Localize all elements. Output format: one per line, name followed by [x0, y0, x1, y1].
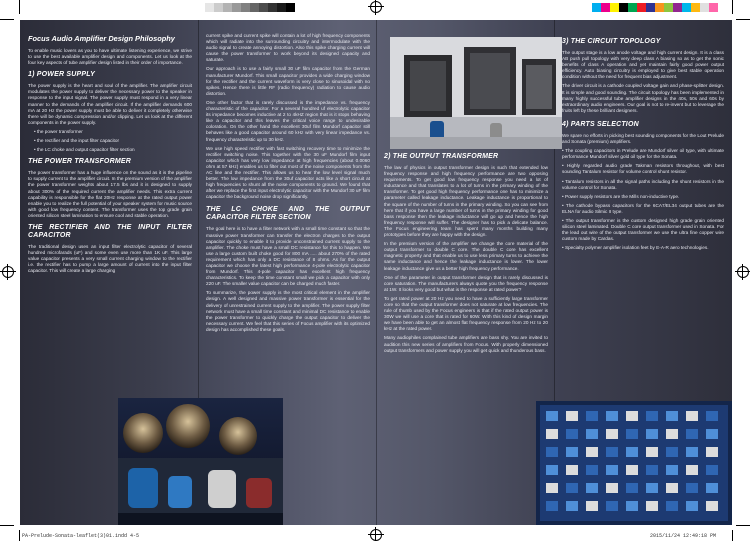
body-paragraph: The power supply is the heart and soul of the amplifier. The amplifier circuit modulates the power supply to deliver the necessary power to the speaker in response to the input signal. The power supply must respond in a very linear manner to the demands of the amplifier circuit. If the amplifier demands 600 mA at 20 Hz the power supply must be able to deliver it completely otherwise there will be dynamic compression and/or clipping. Let us look at the different components in the power supply. — [28, 83, 192, 125]
crop-mark — [19, 530, 20, 541]
color-swatch — [601, 3, 610, 12]
pcb-component — [606, 483, 618, 493]
bullet-item: • The cathode bypass capacitors for the 6CA7/EL34 output tubes are the ELNA for audio Silmic II type. — [562, 202, 724, 214]
body-paragraph: One other factor that is rarely discussed is the impedance vs. frequency characteristic of the capacitor. For a several hundred uf electrolytic capacitor its impedance becomes inductive at 2 to 4kHZ region that is it stops behaving like a capacitor and this leaves the critical voice range to undesirable coloration. On the other hand the excellent 30uf film Mundorf capacitor still behaves like a good capacitor around 60 kHz with very linear impedance vs. frequency characteristic up to 30 kHz. — [206, 99, 370, 142]
pcb-component — [686, 411, 698, 421]
body-paragraph: In the premium version of the amplifier we change the core material of the output transformer to double C core. The double C core has excellent magnetic property and that enable us to use less primary turns to achieve the same inductance and hence the leakage inductance is lower. The lower leakage inductance give us a better high frequency performance. — [384, 241, 548, 271]
body-paragraph: One of the parameter in output transformer design that is rarely discussed is core saturation. The manufacturers always quote you the frequency response at 1W. It looks very good but what is the response at rated power? — [384, 274, 548, 292]
pcb-component — [606, 411, 618, 421]
section-heading-rectifier: THE RECTIFIER AND THE INPUT FILTER CAPACITOR — [28, 223, 192, 239]
pcb-component — [686, 447, 698, 457]
pcb-component — [566, 483, 578, 493]
pcb-component — [566, 501, 578, 511]
bullet-item: • The output transformer is the custom designed high grade grain oriented silicon steel laminated. Double C core output transformer used in Sonata. For the lead out wire of the output transformer we use the ultra fine copper wire custom made by Cardas. — [562, 217, 724, 242]
color-swatch — [673, 3, 682, 12]
registration-mark-icon — [370, 1, 382, 13]
color-swatch — [232, 3, 241, 12]
pcb-component — [546, 429, 558, 439]
slug-left: PA-Prelude-Sonata-leaflet(3)01.indd 4-5 — [22, 533, 140, 539]
registration-mark-icon — [2, 266, 14, 278]
color-swatch — [610, 3, 619, 12]
circuit-board-photo — [536, 401, 732, 525]
pcb-component — [606, 501, 618, 511]
section-heading-output-transformer: 2) THE OUTPUT TRANSFORMER — [384, 153, 499, 160]
pcb-component — [566, 465, 578, 475]
section-heading-parts-selection: 4) PARTS SELECTION — [562, 120, 639, 128]
color-swatch — [646, 3, 655, 12]
pcb-component — [626, 447, 638, 457]
bullet-item: • The coupling capacitors in Prelude are Mundorf silver oil type, with ultimate performance Mundorf silver gold oil type for the Sonata. — [562, 148, 724, 160]
body-paragraph: To get rated power at 20 Hz you need to have a sufficiently large transformer core so that the output transformer does not saturate at low frequencies. The rule of thumb used by the Focus engineers is that if the rated output power is 30W we will use a core that is rated for 60W. With this kind of design margin we have been able to get an almost flat frequency response from 20 Hz to 20 kHz at the rated power. — [384, 295, 548, 332]
fold-line — [376, 20, 377, 525]
color-swatch — [682, 3, 691, 12]
body-paragraph: The law of physics in output transformer design is such that extended low frequency response and high frequency performance are two opposing requirements. To get good low frequency response you need a lot of inductance and that translates to a lot of turns in the primary winding of the transformer. To get good high frequency performance one has to minimize a parameter called leakage inductance. Leakage inductance is proportional to the square of the number of turns in the primary winding. So you can see from here that if you have a large number of turns in the primary winding for good bass response then the leakage inductance will go up and hence the high frequency response will suffer. The designer has to pick a delicate balance. The Focus engineering team has spent many months building many prototypes before they are happy with the design. — [384, 165, 548, 238]
section-heading-power-transformer: THE POWER TRANSFORMER — [28, 158, 131, 166]
crop-mark — [732, 530, 733, 541]
body-paragraph: We spare no efforts in picking best sounding components for the Lout Prelude and Sonata (premium) amplifiers. — [562, 132, 724, 145]
pcb-component — [686, 483, 698, 493]
color-swatch — [664, 3, 673, 12]
color-swatch — [241, 3, 250, 12]
color-swatch — [628, 3, 637, 12]
color-swatch — [700, 3, 709, 12]
color-swatch — [259, 3, 268, 12]
section-heading-circuit-topology: 3) THE CIRCUIT TOPOLOGY — [562, 38, 661, 45]
pcb-component — [686, 501, 698, 511]
output-transformer-photo — [390, 37, 562, 149]
bullet-item: • Specialty polymer amplifier isolation feet by E-A-R aero technologies. — [562, 245, 709, 251]
pcb-component — [646, 411, 658, 421]
pcb-component — [706, 501, 718, 511]
body-paragraph: The traditional design uses an input filter electrolytic capacitor of several hundred microfarads (uF) and some even use more than 1K uF. This large value capacitor presents a very small current charging window to the rectifier i.e. the rectifier has to pump a large amount of current into the input filter capacitor. This will create a large charging — [28, 243, 192, 274]
body-paragraph: The goal here is to have a filter network with a small time constant so that the massive power transformer can transfer the electron charges to the output capacitor quickly to enable it to provide unconstrained current supply to the amplifier. The choke must have a small DC resistance for this to happen. We use a large custom built choke good for 800 mA ..... about 270% of the rated requirement which has only a DC resistance of 8 ohms. As for the output capacitor we choose the latest high performance 4-pole electrolytic capacitor from Mundorf. This 4-pole capacitor has excellent high frequency characteristics. To keep the time constant small we pick a capacitor with only 220 uF. The smaller value capacitor can be charged much faster. — [206, 226, 370, 287]
pcb-component — [646, 483, 658, 493]
body-paragraph: The driver circuit is a cathode coupled voltage gain and phase-splitter design. It is simple and good sounding. The circuit topology has been implemented in many highly successful tube amplifier designs in the 40s, 50s and 60s by extraordinary audio engineers. Our goal is not to re-invent but to leverage the fruits left by these brilliant designers. — [562, 83, 724, 113]
pcb-component — [546, 411, 558, 421]
pcb-component — [606, 429, 618, 439]
bullet-item: • the rectifier and the input filter capacitor — [34, 138, 120, 144]
bullet-item: • the LC choke and output capacitor filter section — [34, 147, 135, 153]
pcb-component — [546, 501, 558, 511]
column-4 — [562, 38, 724, 254]
pcb-component — [646, 465, 658, 475]
body-paragraph: The power transformer has a huge influence on the sound as it is the pipeline to supply current to the amplifier circuit. In the premium version of the amplifier the power transformer weights about 17.5 lbs and it is designed to supply about 300% of the required current the amplifier needs. This extra current capability is responsible for the flat 20Hz response at the rated output power enable you to realize the full potential of your speaker system for music source with good low frequency content. The transformer uses the top grade grain oriented silicon steel lamination to ensure cool and stable operation. — [28, 170, 192, 218]
page-title: Focus Audio Amplifier Design Philosophy — [28, 34, 175, 43]
pcb-component — [546, 447, 558, 457]
body-paragraph: We use high speed rectifier with fast switching recovery time to minimize the rectifier switching noise. This together with the 30 uF Mundorf film input capacitor which has very low impedance at high frequencies (about 0.0060 ohm at 57 kHz) enables us to filter out most of the noise components from the AC line and the rectifier. This allows us to hear the low level signal much better. The low impedance from the 30uf capacitor acts like a short circuit at high frequencies to shunt all the noise components to ground. We found that after we replace the first input electrolytic capacitor with the Mundorf 30 uF film capacitor the background noise drop significantly. — [206, 145, 370, 200]
column-3 — [384, 153, 548, 357]
registration-mark-icon — [737, 266, 749, 278]
pcb-component — [546, 465, 558, 475]
body-paragraph: Many audiophiles complained tube amplifiers are bass shy. You are invited to audition this new series of amplifiers from Focus. With properly dimensioned output transformers and power supply you will get quick and thunderous bass. — [384, 335, 548, 353]
section-heading-power-supply: 1) POWER SUPPLY — [28, 71, 96, 79]
pcb-component — [626, 411, 638, 421]
pcb-component — [626, 465, 638, 475]
body-paragraph: The output stage is a low anode voltage and high current design. It is a class AB push pull topology with very deep class A biasing so as to get the sonic benefits of class A operation and yet maintain fairly good power output efficiency. Auto biasing circuitry is employed to give best stable operation condition without the need for frequent bias adjustment. — [562, 50, 724, 80]
registration-mark-icon — [370, 529, 382, 541]
pcb-component — [586, 483, 598, 493]
color-swatch — [223, 3, 232, 12]
pcb-component — [566, 411, 578, 421]
pcb-component — [586, 411, 598, 421]
pcb-component — [666, 447, 678, 457]
pcb-component — [706, 447, 718, 457]
column-2 — [206, 33, 370, 336]
color-swatch — [592, 3, 601, 12]
section-heading-lc-choke: THE LC CHOKE AND THE OUTPUT CAPACITOR FILTER SECTION — [206, 206, 370, 222]
color-swatch — [637, 3, 646, 12]
color-swatch — [268, 3, 277, 12]
pcb-component — [626, 483, 638, 493]
color-swatch — [709, 3, 718, 12]
slug-right: 2015/11/24 12:49:18 PM — [650, 533, 717, 539]
pcb-component — [686, 465, 698, 475]
pcb-component — [586, 465, 598, 475]
pcb-component — [586, 447, 598, 457]
body-paragraph: current spike and current spike will contain a lot of high frequency components which will radiate into the surrounding circuitry and intermodulate with the audio signal to create annoying distortion. Also this spike charging current will cause the power transformer to work beyond its designed capacity and saturate. — [206, 33, 370, 63]
bullet-item: • Tantalum resistors in all the signal paths including the shunt resistors in the volume control for Sonata. — [562, 178, 724, 190]
pcb-component — [586, 429, 598, 439]
body-paragraph: To summarize, the power supply is the most critical element in the amplifier design. A well designed and massive power transformer is essential for the delivery of unrestrained current supply to the amplifier. The power supply filter network must have a small time constant and minimal DC resistance to enable the power transformer to quickly charge the output capacitor to deliver the necessary current. We feel that this series of Focus amplifier with its optimized design has accomplished these goals. — [206, 290, 370, 332]
bullet-item: • Highly regarded audio grade Takman resistors throughout, with best sounding Tantalum resistor for volume control shunt resistor. — [562, 163, 724, 175]
pcb-component — [666, 483, 678, 493]
pcb-component — [706, 429, 718, 439]
crop-mark — [0, 19, 14, 20]
pcb-component — [566, 429, 578, 439]
color-swatch — [277, 3, 286, 12]
color-swatch — [205, 3, 214, 12]
color-swatch — [214, 3, 223, 12]
bullet-item: • the power transformer — [34, 128, 83, 134]
pcb-component — [646, 501, 658, 511]
column-1 — [28, 35, 192, 277]
pcb-component — [646, 429, 658, 439]
crop-mark — [736, 19, 750, 20]
pcb-component — [606, 447, 618, 457]
body-paragraph: Our approach is to use a fairly small 30 uF film capacitor from the German manufacturer Mundorf. This small capacitor provides a wide charging window for the rectifier and the current waveform is very close to sinusoidal with no spikes. Hence there is little RF (radio frequency) radiation to cause audio distortion. — [206, 66, 370, 96]
crop-mark — [732, 0, 733, 14]
pcb-component — [666, 465, 678, 475]
color-swatch — [691, 3, 700, 12]
pcb-component — [646, 447, 658, 457]
crop-mark — [0, 525, 14, 526]
pcb-component — [706, 465, 718, 475]
brochure-spread — [20, 20, 732, 525]
bullet-item: • Power supply resistors are the Mills non-inductive type. — [562, 193, 680, 199]
crop-mark — [736, 525, 750, 526]
intro-paragraph: To enable music lovers as you to have ultimate listening experience, we strive to use the best available amplifier design and components. Let us look at the four key aspects of tube amplifier design listed in their order of importance. — [28, 48, 192, 66]
color-swatch — [286, 3, 295, 12]
process-color-bar — [592, 3, 718, 12]
pcb-component — [666, 411, 678, 421]
pcb-component — [586, 501, 598, 511]
pcb-component — [706, 411, 718, 421]
pcb-component — [546, 483, 558, 493]
pcb-component — [666, 501, 678, 511]
grayscale-color-bar — [196, 3, 295, 12]
color-swatch — [196, 3, 205, 12]
color-swatch — [655, 3, 664, 12]
pcb-component — [666, 429, 678, 439]
pcb-component — [606, 465, 618, 475]
pcb-component — [626, 501, 638, 511]
color-swatch — [619, 3, 628, 12]
pcb-component — [626, 429, 638, 439]
pcb-component — [706, 483, 718, 493]
color-swatch — [250, 3, 259, 12]
pcb-component — [686, 429, 698, 439]
pcb-component — [566, 447, 578, 457]
amplifier-tubes-photo — [118, 398, 283, 525]
crop-mark — [19, 0, 20, 14]
